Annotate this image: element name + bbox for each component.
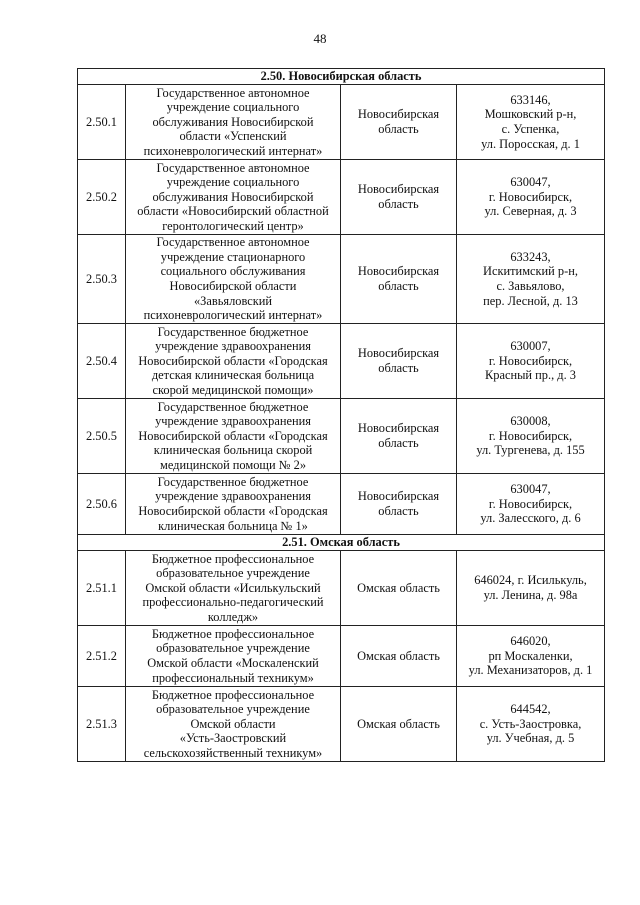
- institution-name: [126, 399, 341, 474]
- institution-name-line: области «Успенский: [179, 129, 287, 144]
- institution-name-line: учреждение стационарного: [160, 249, 306, 264]
- section-title: 2.51. Омская область: [78, 535, 605, 551]
- row-number: 2.50.3: [78, 235, 126, 324]
- section-header-row: [78, 69, 605, 85]
- institution-address: [457, 235, 605, 324]
- region-name-line: область: [378, 279, 419, 293]
- institution-name-line: профессиональный техникум»: [152, 670, 314, 685]
- institution-address-line: пер. Лесной, д. 13: [483, 293, 578, 308]
- institutions-table: [77, 68, 605, 762]
- region-name-line: Новосибирская: [357, 264, 440, 279]
- region-name: [341, 85, 457, 160]
- region-name: [341, 474, 457, 535]
- institution-address-line: 644542,: [510, 702, 551, 717]
- institution-address-line: 633146,: [510, 92, 551, 107]
- section-header-row: [78, 535, 605, 551]
- row-number: 2.50.2: [78, 160, 126, 235]
- institution-address-line: рп Москаленки,: [488, 648, 573, 663]
- institution-name-line: области «Новосибирский областной: [137, 204, 329, 219]
- region-name-line: Новосибирская: [357, 421, 440, 436]
- institution-address-line: Мошковский р-н,: [484, 107, 577, 122]
- institution-name-line: образовательное учреждение: [156, 702, 310, 717]
- row-number: 2.50.5: [78, 399, 126, 474]
- row-number: 2.50.6: [78, 474, 126, 535]
- table-row: [78, 551, 605, 626]
- institution-address-line: Красный пр., д. 3: [485, 368, 576, 383]
- institution-name-line: Новосибирской области: [169, 279, 297, 293]
- row-number: 2.51.2: [78, 626, 126, 687]
- institution-name-line: Омской области «Москаленский: [147, 656, 319, 670]
- region-name: [341, 324, 457, 399]
- row-number: 2.51.1: [78, 551, 126, 626]
- institution-name: [126, 85, 341, 160]
- institution-name-line: сельскохозяйственный техникум»: [143, 745, 323, 760]
- institution-address-line: ул. Механизаторов, д. 1: [468, 663, 593, 678]
- institution-address-line: с. Завьялово,: [496, 279, 565, 293]
- institution-address-line: 633243,: [510, 249, 551, 264]
- institution-address-line: ул. Залесского, д. 6: [480, 511, 581, 526]
- institution-address-line: с. Усть-Заостровка,: [479, 716, 582, 731]
- institution-address: [457, 551, 605, 626]
- institution-name-line: образовательное учреждение: [156, 641, 310, 656]
- section-title: 2.50. Новосибирская область: [78, 69, 605, 85]
- region-name-line: Новосибирская: [357, 346, 440, 361]
- row-number: 2.50.4: [78, 324, 126, 399]
- institution-name-line: Государственное бюджетное: [157, 474, 309, 489]
- region-name-line: область: [378, 361, 419, 375]
- institution-name: [126, 235, 341, 324]
- institution-address-line: г. Новосибирск,: [488, 428, 573, 443]
- institution-name-line: Омской области: [190, 716, 276, 731]
- institution-address-line: 630047,: [510, 175, 551, 190]
- institution-name-line: Бюджетное профессиональное: [151, 687, 315, 702]
- region-name-line: область: [378, 122, 419, 136]
- institution-name: [126, 626, 341, 687]
- institution-name-line: Бюджетное профессиональное: [151, 551, 315, 566]
- institution-name-line: Новосибирской области «Городская: [138, 428, 328, 443]
- institution-name-line: колледж»: [207, 609, 259, 624]
- region-name-line: область: [378, 504, 419, 518]
- region-name-line: область: [378, 197, 419, 211]
- table-row: [78, 626, 605, 687]
- institution-name-line: Государственное автономное: [156, 160, 310, 175]
- institution-name-line: Государственное автономное: [156, 235, 310, 250]
- institution-address-line: ул. Ленина, д. 98а: [483, 588, 578, 602]
- institution-name-line: учреждение социального: [166, 175, 300, 190]
- institution-address: [457, 626, 605, 687]
- table-row: [78, 235, 605, 324]
- institution-name: [126, 551, 341, 626]
- institution-name-line: Государственное бюджетное: [157, 324, 309, 339]
- institution-name-line: геронтологический центр»: [162, 218, 304, 233]
- institution-name-line: учреждение здравоохранения: [155, 414, 311, 429]
- region-name-line: Новосибирская: [357, 107, 440, 122]
- table-row: [78, 160, 605, 235]
- institution-address-line: г. Новосибирск,: [488, 353, 573, 368]
- institution-address: [457, 160, 605, 235]
- institution-name-line: «Завьяловский: [193, 293, 273, 308]
- institution-address-line: Искитимский р-н,: [483, 264, 578, 279]
- institution-address-line: г. Новосибирск,: [488, 189, 573, 204]
- region-name-line: Новосибирская: [357, 489, 440, 504]
- institution-name-line: Новосибирской области «Городская: [138, 353, 328, 368]
- institution-address-line: 630007,: [510, 339, 551, 354]
- institution-name-line: Новосибирской области «Городская: [138, 504, 328, 518]
- table-row: [78, 474, 605, 535]
- institution-name: [126, 160, 341, 235]
- institution-name-line: психоневрологический интернат»: [143, 143, 323, 158]
- region-name-line: Омская область: [357, 648, 440, 663]
- table-row: [78, 85, 605, 160]
- institution-address-line: ул. Северная, д. 3: [484, 204, 577, 219]
- region-name: [341, 687, 457, 762]
- institution-address-line: ул. Тургенева, д. 155: [476, 443, 585, 458]
- institution-name-line: учреждение здравоохранения: [155, 489, 311, 504]
- region-name: [341, 235, 457, 324]
- institution-name-line: учреждение здравоохранения: [155, 339, 311, 354]
- region-name-line: Омская область: [357, 580, 440, 595]
- institution-name-line: детская клиническая больница: [151, 368, 315, 383]
- institution-address-line: с. Успенка,: [501, 122, 560, 136]
- table-row: [78, 399, 605, 474]
- region-name: [341, 399, 457, 474]
- institution-address: [457, 399, 605, 474]
- institution-name-line: Государственное автономное: [156, 85, 310, 100]
- institution-address: [457, 85, 605, 160]
- institution-name-line: образовательное учреждение: [156, 566, 310, 581]
- table-row: [78, 324, 605, 399]
- institution-address-line: ул. Учебная, д. 5: [486, 731, 575, 746]
- institution-address: [457, 324, 605, 399]
- region-name-line: Омская область: [357, 716, 440, 731]
- institution-address-line: 630008,: [510, 414, 551, 429]
- institution-address: [457, 687, 605, 762]
- region-name: [341, 160, 457, 235]
- region-name: [341, 626, 457, 687]
- institution-name: [126, 324, 341, 399]
- row-number: 2.51.3: [78, 687, 126, 762]
- institution-name-line: медицинской помощи № 2»: [159, 457, 307, 472]
- institution-name-line: обслуживания Новосибирской: [152, 114, 314, 129]
- institution-name-line: психоневрологический интернат»: [143, 308, 323, 323]
- institution-name-line: учреждение социального: [166, 100, 300, 115]
- institution-address-line: 646024, г. Исилькуль,: [474, 573, 587, 588]
- region-name: [341, 551, 457, 626]
- institution-name: [126, 474, 341, 535]
- page-number: 48: [313, 31, 327, 46]
- institution-address-line: ул. Поросская, д. 1: [481, 136, 580, 151]
- institution-name-line: Бюджетное профессиональное: [151, 626, 315, 641]
- row-number: 2.50.1: [78, 85, 126, 160]
- institution-address-line: г. Новосибирск,: [488, 496, 573, 511]
- institution-address-line: 646020,: [510, 634, 551, 649]
- institution-name-line: профессионально-педагогический: [142, 595, 324, 610]
- institution-name-line: Государственное бюджетное: [157, 399, 309, 414]
- institution-name-line: клиническая больница № 1»: [158, 518, 308, 533]
- institution-name-line: обслуживания Новосибирской: [152, 189, 314, 204]
- institution-name-line: клиническая больница скорой: [153, 443, 313, 458]
- region-name-line: Новосибирская: [357, 182, 440, 197]
- institution-name-line: социального обслуживания: [160, 264, 306, 279]
- table-row: [78, 687, 605, 762]
- institution-name-line: Омской области «Исилькульский: [145, 580, 321, 595]
- institution-address-line: 630047,: [510, 482, 551, 497]
- region-name-line: область: [378, 436, 419, 450]
- institution-name-line: «Усть-Заостровский: [179, 731, 287, 746]
- institution-name: [126, 687, 341, 762]
- institution-name-line: скорой медицинской помощи»: [152, 382, 314, 397]
- institution-address: [457, 474, 605, 535]
